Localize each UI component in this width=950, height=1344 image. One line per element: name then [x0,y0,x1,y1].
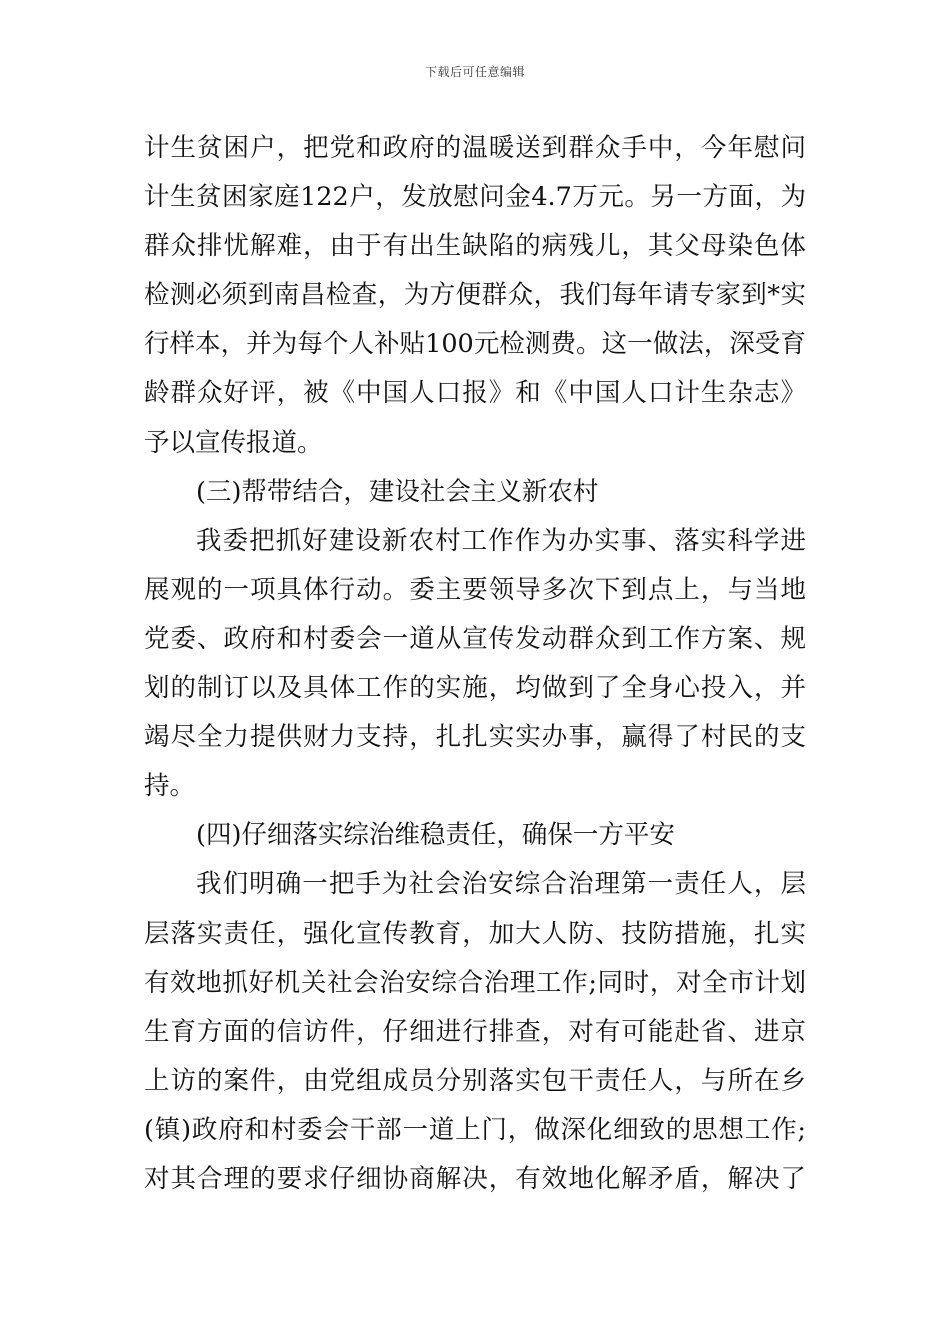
body-line: 计生贫困家庭122户，发放慰问金4.7万元。另一方面，为 [144,182,806,213]
section-heading: (四)仔细落实综治维稳责任，确保一方平安 [196,820,675,851]
page-header: 下载后可任意编辑 [424,65,525,79]
body-line: 生育方面的信访件，仔细进行排查，对有可能赴省、进京 [144,1016,806,1047]
body-line: 检测必须到南昌检查，为方便群众，我们每年请专家到*实 [144,280,806,311]
body-line: 持。 [144,771,196,802]
body-line: 层落实责任，强化宣传教育，加大人防、技防措施，扎实 [144,918,806,949]
body-line: 予以宣传报道。 [144,427,323,458]
body-line: 划的制订以及具体工作的实施，均做到了全身心投入，并 [144,673,806,704]
body-line: 行样本，并为每个人补贴100元检测费。这一做法，深受育 [144,329,806,360]
body-line: 有效地抓好机关社会治安综合治理工作;同时，对全市计划 [144,967,806,998]
document-body [144,124,806,1204]
body-line: 上访的案件，由党组成员分别落实包干责任人，与所在乡 [144,1065,806,1096]
body-line: 竭尽全力提供财力支持，扎扎实实办事，赢得了村民的支 [144,722,806,753]
body-line: 计生贫困户，把党和政府的温暖送到群众手中，今年慰问 [144,133,806,163]
body-line: 我们明确一把手为社会治安综合治理第一责任人，层 [196,869,806,900]
section-heading: (三)帮带结合，建设社会主义新农村 [196,476,599,507]
body-line: 展观的一项具体行动。委主要领导多次下到点上，与当地 [144,574,806,605]
body-line: (镇)政府和村委会干部一道上门，做深化细致的思想工作; [144,1114,806,1145]
body-line: 党委、政府和村委会一道从宣传发动群众到工作方案、规 [144,623,806,654]
body-line: 龄群众好评，被《中国人口报》和《中国人口计生杂志》 [144,378,806,409]
body-line: 群众排忧解难，由于有出生缺陷的病残儿，其父母染色体 [144,231,806,262]
body-line: 对其合理的要求仔细协商解决，有效地化解矛盾，解决了 [144,1163,806,1194]
body-line: 我委把抓好建设新农村工作作为办实事、落实科学进 [196,525,806,556]
